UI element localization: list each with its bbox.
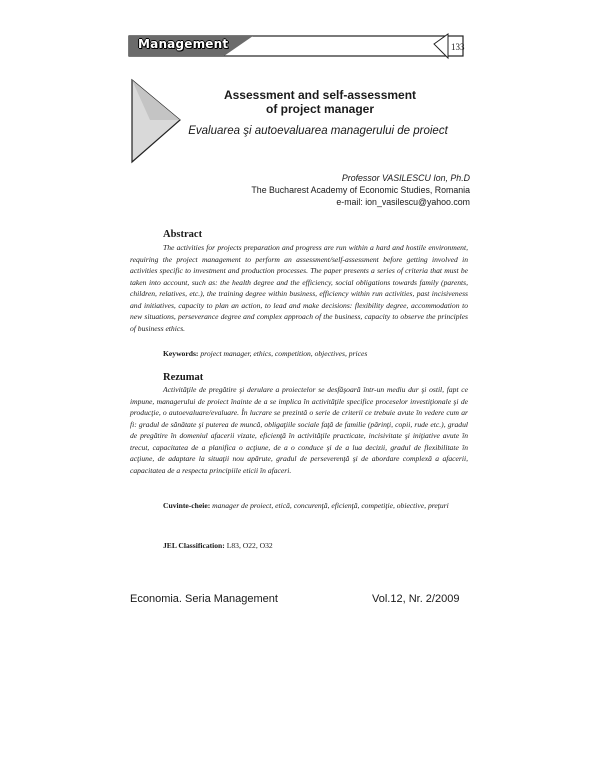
page-number: 133 [451,42,465,52]
jel-classification [163,540,273,552]
cuvinte-cheie-value: manager de proiect, etică, concurenţă, eficienţă, competiţie, obiective, preţuri [212,501,449,510]
title-line-2: of project manager [265,102,375,116]
author-name: Professor VASILESCU Ion, Ph.D [341,173,470,183]
abstract-text: The activities for projects preparation and progress are run within a hard and hostile environment, requiring the project management to perform an assessment/self-assessment before getting involved in activities specific to investment and production processes. The paper presents a series of criteria that must be taken into account, such as: the health degree and the efficiency, social obligations towards family (parents, children, relatives, etc.), the training degree within business, efficiency within run activities, past incisiveness and initiatives, capacity to plan an action, to lead and make decisions: flexibility degree, accommodation to new situations, perseverance degree and complex approach of the business, capacity to observe the principles of business ethics. [130,243,468,333]
paper-title [180,88,460,116]
author-email: e-mail: ion_vasilescu@yahoo.com [336,197,470,207]
cuvinte-cheie-label: Cuvinte-cheie: [163,501,211,510]
jel-value: L83, O22, O32 [226,541,273,550]
keywords-value: project manager, ethics, competition, objectives, prices [200,349,368,358]
jel-label: JEL Classification: [163,541,225,550]
title-line-1: Assessment and self-assessment [223,88,417,102]
keywords-label: Keywords: [163,349,199,358]
paper-subtitle: Evaluarea şi autoevaluarea managerului de proiect [188,125,448,137]
rezumat-keywords [130,500,468,512]
decorative-arrow-icon [128,76,188,166]
abstract-heading: Abstract [163,229,203,240]
footer-volume: Vol.12, Nr. 2/2009 [372,593,460,605]
author-affiliation: The Bucharest Academy of Economic Studies, Romania [251,185,470,195]
section-title: Management [138,37,229,51]
rezumat-text: Activităţile de pregătire şi derulare a proiectelor se desfăşoară într-un mediu dur şi ostil, fapt ce impune, managerului de proiect înainte de a se implica în activităţile specifice proceselor investiţionale şi de producţie, o autoevaluare/evaluare. În lucrare se prezintă o serie de criterii ce trebuie avute în vedere cum ar fi: gradul de sănătate şi puterea de muncă, obligaţiile sociale faţă de familie (părinţi, copii, rude etc.), gradul de pregătire în domeniul afacerii vizate, eficienţă în activităţile practicate, incisivitate şi iniţiative avute în trecut, capacitatea de a planifica o acţiune, de a o conduce şi de a lua decizii, gradul de flexibilitate în acţiune, de adaptare la situaţii nou apărute, gradul de perseverenţă şi de abordare complexă a afacerii, capacitatea de a respecta principiile eticii în afaceri. [130,385,468,475]
page-number-marker [0,0,600,100]
rezumat-heading: Rezumat [163,372,204,383]
abstract-keywords [163,348,367,360]
footer-journal: Economia. Seria Management [130,593,278,605]
author-block [251,172,470,208]
